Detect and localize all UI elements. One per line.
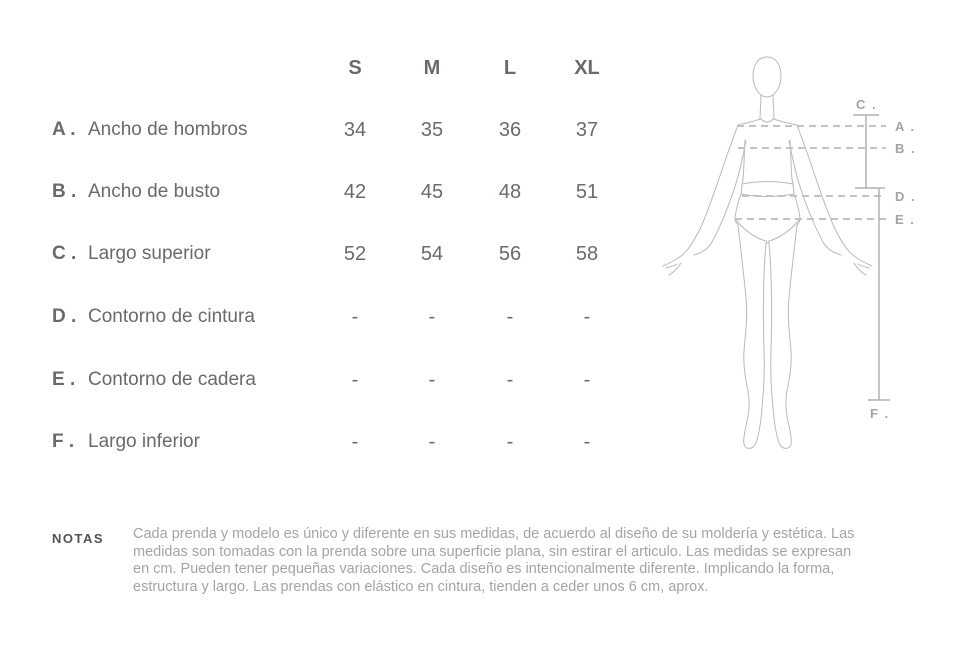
measurement-value: 45: [420, 181, 444, 203]
measurement-value: -: [583, 306, 591, 328]
figure-shoulders: [738, 119, 760, 125]
measurement-value: -: [351, 431, 359, 453]
figure-left-hand: [663, 249, 688, 275]
measurement-value: -: [351, 306, 359, 328]
table-row-top-length: [0, 241, 650, 267]
measurement-value: 48: [498, 181, 522, 203]
figure-left-arm: [688, 125, 738, 249]
row-letter: F .: [52, 431, 75, 452]
notes-text: [133, 526, 953, 596]
measurement-value: 58: [575, 243, 599, 265]
row-label: [52, 429, 312, 455]
measurement-value: -: [583, 431, 591, 453]
figure-waistband: [742, 182, 793, 185]
figure-label-d: D .: [895, 189, 917, 204]
measurement-value: -: [428, 431, 436, 453]
body-measurement-diagram: [650, 46, 950, 466]
row-name: Largo inferior: [88, 431, 200, 452]
table-row-shoulders: [0, 117, 650, 143]
row-letter: B .: [52, 181, 77, 202]
measurement-value: -: [428, 306, 436, 328]
figure-label-f: F .: [870, 406, 890, 421]
notes-line: Cada prenda y modelo es único y diferente en sus medidas, de acuerdo al diseño de su moldería y estética. Las: [133, 526, 855, 542]
notes-line: medidas son tomadas con la prenda sobre una superficie plana, sin estirar el articulo. Las medidas se expresan: [133, 543, 852, 560]
row-letter: D .: [52, 306, 77, 327]
notes-line: en cm. Pueden tener pequeñas variaciones. Cada diseño es intencionalmente diferente. Implicando la forma,: [133, 561, 835, 577]
measurement-guide-lines: [735, 126, 886, 219]
size-header-s: S: [348, 57, 362, 79]
notes-line: estructura y largo. Las prendas con elástico en cintura, tienden a ceder unos 6 cm, aprox.: [133, 578, 709, 595]
measurement-value: 35: [420, 119, 444, 141]
figure-head: [753, 57, 781, 97]
table-row-bottom-length: [0, 429, 650, 455]
size-header-row: [0, 55, 650, 81]
table-row-bust: [0, 179, 650, 205]
measurement-value: -: [506, 369, 514, 391]
size-header-xl: XL: [574, 57, 600, 79]
measurement-value: 52: [343, 243, 367, 265]
row-name: Ancho de hombros: [88, 119, 248, 140]
table-row-waist: [0, 304, 650, 330]
figure-right-leg: [786, 225, 797, 444]
figure-label-c: C .: [856, 97, 878, 112]
row-label: [52, 304, 312, 330]
figure-label-e: E .: [895, 212, 916, 227]
row-label: [52, 367, 312, 393]
figure-label-b: B .: [895, 141, 917, 156]
measurement-value: 56: [498, 243, 522, 265]
measurement-value: -: [428, 369, 436, 391]
croquis-figure: [663, 57, 872, 448]
measurement-value: -: [351, 369, 359, 391]
notes-label: NOTAS: [52, 531, 105, 546]
table-row-hip: [0, 367, 650, 393]
measurement-value: 36: [498, 119, 522, 141]
row-label: [52, 179, 312, 205]
row-label: [52, 241, 312, 267]
measurement-value: 37: [575, 119, 599, 141]
size-header-m: M: [423, 57, 441, 79]
measurement-value: -: [506, 431, 514, 453]
row-letter: E .: [52, 369, 76, 390]
row-label: [52, 117, 312, 143]
measurement-value: 51: [575, 181, 599, 203]
figure-neck: [760, 95, 761, 118]
figure-label-a: A .: [895, 119, 916, 134]
figure-collar: [760, 118, 774, 122]
figure-right-hand: [847, 249, 872, 275]
row-name: Ancho de busto: [88, 181, 221, 202]
row-letter: C .: [52, 243, 77, 264]
measurement-value: -: [583, 369, 591, 391]
measurement-value: 42: [343, 181, 367, 203]
row-name: Contorno de cintura: [88, 306, 255, 327]
measurement-value: 34: [343, 119, 367, 141]
size-table: [0, 0, 650, 470]
row-name: Largo superior: [88, 243, 211, 264]
size-header-l: L: [503, 57, 517, 79]
figure-left-leg: [738, 225, 749, 444]
row-name: Contorno de cadera: [88, 369, 256, 390]
figure-right-arm: [797, 125, 847, 249]
figure-torso: [742, 140, 745, 184]
row-letter: A .: [52, 119, 76, 140]
measurement-value: -: [506, 306, 514, 328]
measurement-value: 54: [420, 243, 444, 265]
